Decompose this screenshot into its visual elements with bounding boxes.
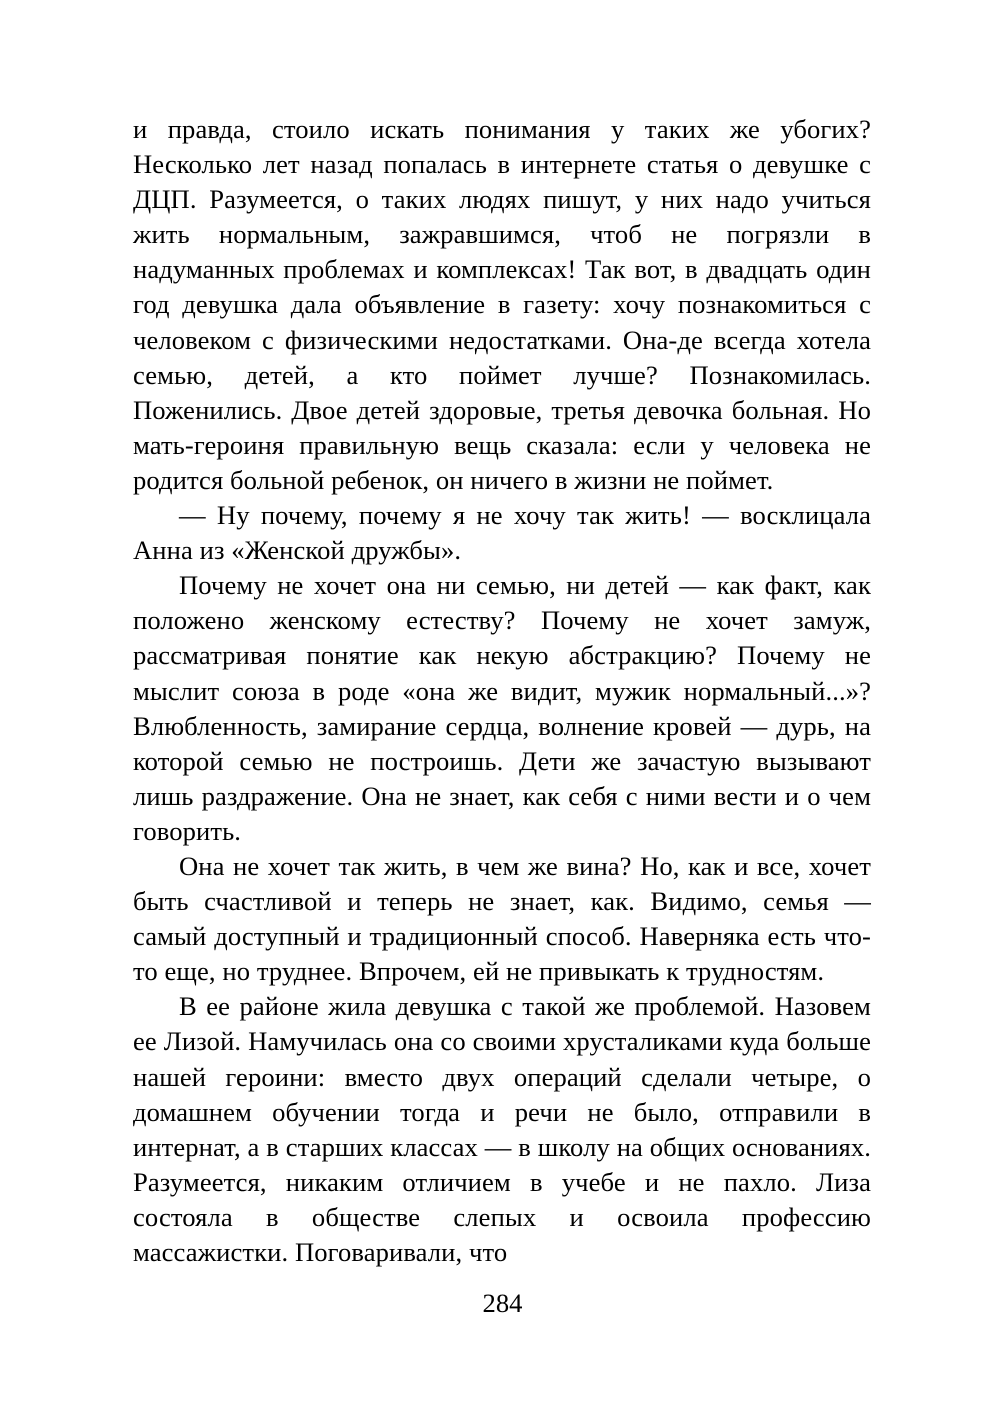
paragraph-1: и правда, стоило искать понимания у таких же убогих? Несколько лет назад попалась в интернете статья о девушке с ДЦП. Разумеется, о таких людях пишут, у них надо учиться жить нормальным, зажравшимся, чтоб не погрязли в надуманных проблемах и комплексах! Так вот, в двадцать один год девушка дала объявление в газету: хочу познакомиться с человеком с физическими недостатками. Она-де всегда хотела семью, детей, а кто поймет лучше? Познакомилась. Поженились. Двое детей здоровые, третья девочка больная. Но мать-героиня правильную вещь сказала: если у человека не родится больной ребенок, он ничего в жизни не поймет. (133, 114, 871, 495)
page-number: 284 (482, 1288, 523, 1318)
paragraph-4: Она не хочет так жить, в чем же вина? Но, как и все, хочет быть счастливой и теперь не знает, как. Видимо, семья — самый доступный и традиционный способ. Наверняка есть что-то еще, но труднее. Впрочем, ей не привыкать к трудностям. (133, 850, 871, 987)
body-text-column (133, 112, 871, 1270)
paragraph-2: — Ну почему, почему я не хочу так жить! — восклицала Анна из «Женской дружбы». (133, 500, 871, 566)
paragraph-5: В ее районе жила девушка с такой же проблемой. Назовем ее Лизой. Намучилась она со своими хрусталиками куда больше нашей героини: вместо двух операций сделали четыре, о домашнем обучении тогда и речи не было, отправили в интернат, а в старших классах — в школу на общих основаниях. Разумеется, никаким отличием в учебе и не пахло. Лиза состояла в обществе слепых и освоила профессию массажистки. Поговаривали, что (133, 991, 871, 1267)
paragraph-3: Почему не хочет она ни семью, ни детей — как факт, как положено женскому естеству? Почему не хочет замуж, рассматривая понятие как некую абстракцию? Почему не мыслит союза в роде «она же видит, мужик нормальный...»? Влюбленность, замирание сердца, волнение кровей — дурь, на которой семью не построишь. Дети же зачастую вызывают лишь раздражение. Она не знает, как себя с ними вести и о чем говорить. (133, 570, 871, 846)
